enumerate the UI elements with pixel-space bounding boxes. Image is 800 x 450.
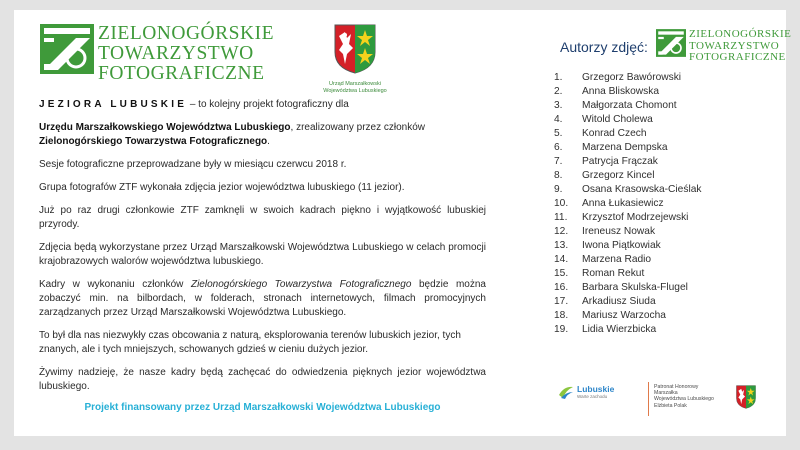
author-item bbox=[554, 197, 701, 211]
author-name: Roman Rekut bbox=[582, 268, 645, 279]
author-name: Anna Bliskowska bbox=[582, 86, 660, 97]
patron-line1: Patronat Honorowy bbox=[654, 384, 699, 390]
author-item bbox=[554, 141, 701, 155]
ztf-logo-small-line2: TOWARZYSTWO bbox=[689, 39, 780, 52]
paragraph-9: Żywimy nadzieję, że nasze kadry będą zachęcać do odwiedzenia pięknych jezior województwa lubuskiego. bbox=[39, 367, 486, 392]
patron-line2: Marszałka bbox=[654, 390, 678, 397]
author-number: 16. bbox=[554, 282, 569, 293]
intro-paragraph bbox=[39, 98, 486, 112]
ztf-logo-small-line1: ZIELONOGÓRSKIE bbox=[689, 28, 792, 40]
patron-line3: Województwa Lubuskiego bbox=[654, 396, 714, 403]
paragraph-8: To był dla nas niezwykły czas obcowania z naturą, eksplorowania terenów lubuskich jezior, tych znanych, ale i tych mniejszych, schowanych gdzieś w cieniu dużych jezior. bbox=[39, 330, 461, 355]
lubuskie-tagline: Warte zachodu bbox=[577, 393, 608, 399]
author-name: Marzena Radio bbox=[582, 254, 652, 265]
patron-line4: Elżbieta Polak bbox=[654, 402, 687, 409]
paragraph-5: Już po raz drugi członkowie ZTF zamknęli w swoich kadrach piękno i wyjątkowość lubuskiej przyrody. bbox=[39, 205, 486, 230]
crest-caption-line1: Urząd Marszałkowski bbox=[329, 81, 381, 87]
author-name: Iwona Piątkowiak bbox=[582, 240, 661, 251]
author-name: Grzegorz Kincel bbox=[582, 170, 655, 181]
author-name: Anna Łukasiewicz bbox=[582, 198, 664, 209]
paragraph-7-italic: Zielonogórskiego Towarzystwa Fotograficznego bbox=[190, 279, 412, 290]
author-number: 2. bbox=[554, 86, 563, 97]
paragraph-2-text: , zrealizowany przez członków bbox=[290, 122, 426, 133]
ztf-logo-small bbox=[656, 29, 791, 64]
ztf-logo-small-line3: FOTOGRAFICZNE bbox=[689, 51, 786, 63]
author-item bbox=[554, 169, 701, 183]
paragraph-2-end: . bbox=[267, 136, 270, 147]
office-name: Urzędu Marszałkowskiego Województwa Lubuskiego bbox=[39, 122, 291, 133]
paragraph-7-end: będzie można zobaczyć min. na bilbordach, w folderach, stronach internetowych, filmach promocyjnych zarządzanych przez Urząd Marszałkowski Województwa Lubuskiego. bbox=[39, 279, 486, 318]
slide bbox=[14, 10, 792, 436]
author-number: 13. bbox=[554, 240, 569, 251]
author-item bbox=[554, 211, 701, 225]
ztf-logo-icon bbox=[40, 24, 94, 74]
author-name: Arkadiusz Siuda bbox=[582, 296, 656, 307]
author-number: 1. bbox=[554, 72, 563, 83]
author-number: 6. bbox=[554, 142, 563, 153]
ztf-logo-small-icon bbox=[656, 29, 686, 57]
author-name: Witold Cholewa bbox=[582, 114, 653, 125]
project-description bbox=[39, 98, 486, 403]
footer-divider bbox=[648, 382, 649, 416]
author-number: 14. bbox=[554, 254, 569, 265]
author-number: 7. bbox=[554, 156, 563, 167]
author-name: Grzegorz Bawórowski bbox=[582, 72, 682, 83]
author-number: 5. bbox=[554, 128, 563, 139]
author-name: Krzysztof Modrzejewski bbox=[582, 212, 689, 223]
author-number: 9. bbox=[554, 184, 563, 195]
authors-title: Autorzy zdjęć: bbox=[560, 39, 648, 55]
author-number: 10. bbox=[554, 198, 569, 209]
lubuskie-name: Lubuskie bbox=[577, 384, 615, 394]
author-number: 15. bbox=[554, 268, 569, 279]
coat-of-arms-icon bbox=[334, 24, 376, 74]
lubuskie-swoosh-icon bbox=[558, 384, 574, 400]
author-number: 4. bbox=[554, 114, 563, 125]
paragraph-2 bbox=[39, 121, 486, 149]
author-item bbox=[554, 99, 701, 113]
ztf-logo-line1: ZIELONOGÓRSKIE bbox=[98, 23, 274, 44]
author-item bbox=[554, 239, 701, 253]
ztf-logo-line3: FOTOGRAFICZNE bbox=[98, 63, 265, 84]
ztf-logo-line2: TOWARZYSTWO bbox=[98, 43, 254, 64]
honorary-patronage bbox=[654, 384, 714, 409]
project-title: JEZIORA LUBUSKIE bbox=[39, 99, 188, 110]
author-name: Lidia Wierzbicka bbox=[582, 324, 657, 335]
authors-list bbox=[554, 71, 701, 337]
paragraph-3: Sesje fotograficzne przeprowadzane były w miesiącu czerwcu 2018 r. bbox=[39, 159, 347, 170]
author-name: Konrad Czech bbox=[582, 128, 647, 139]
author-number: 17. bbox=[554, 296, 569, 307]
author-item bbox=[554, 71, 701, 85]
author-item bbox=[554, 253, 701, 267]
author-item bbox=[554, 295, 701, 309]
author-item bbox=[554, 281, 701, 295]
society-name: Zielonogórskiego Towarzystwa Fotograficznego bbox=[39, 136, 268, 147]
lubuskie-logo bbox=[558, 384, 614, 400]
author-name: Barbara Skulska-Flugel bbox=[582, 282, 688, 293]
author-number: 8. bbox=[554, 170, 563, 181]
author-name: Mariusz Warzocha bbox=[582, 310, 666, 321]
paragraph-4: Grupa fotografów ZTF wykonała zdjęcia jezior województwa lubuskiego (11 jezior). bbox=[39, 182, 405, 193]
paragraph-6: Zdjęcia będą wykorzystane przez Urząd Marszałkowski Województwa Lubuskiego w celach promocji krajobrazowych walorów województwa lubuskiego. bbox=[39, 242, 486, 267]
author-item bbox=[554, 309, 701, 323]
author-item bbox=[554, 127, 701, 141]
intro-text: – to kolejny projekt fotograficzny dla bbox=[187, 99, 349, 110]
crest-caption-line2: Województwa Lubuskiego bbox=[323, 87, 387, 94]
funding-note: Projekt finansowany przez Urząd Marszałkowski Województwa Lubuskiego bbox=[84, 402, 441, 413]
author-name: Marzena Dempska bbox=[582, 142, 668, 153]
author-number: 12. bbox=[554, 226, 569, 237]
paragraph-7 bbox=[39, 278, 486, 320]
author-item bbox=[554, 267, 701, 281]
author-name: Ireneusz Nowak bbox=[582, 226, 656, 237]
author-item bbox=[554, 113, 701, 127]
author-item bbox=[554, 85, 701, 99]
author-item bbox=[554, 323, 701, 337]
author-name: Osana Krasowska-Cieślak bbox=[582, 184, 702, 195]
author-number: 18. bbox=[554, 310, 569, 321]
lubuskie-crest bbox=[316, 24, 394, 94]
paragraph-7-start: Kadry w wykonaniu członków bbox=[39, 279, 191, 290]
author-item bbox=[554, 183, 701, 197]
author-item bbox=[554, 225, 701, 239]
author-name: Małgorzata Chomont bbox=[582, 100, 677, 111]
coat-of-arms-small-icon bbox=[736, 385, 756, 409]
author-number: 11. bbox=[554, 212, 568, 223]
ztf-logo bbox=[40, 24, 274, 84]
author-item bbox=[554, 155, 701, 169]
author-number: 3. bbox=[554, 100, 563, 111]
author-number: 19. bbox=[554, 324, 569, 335]
author-name: Patrycja Frączak bbox=[582, 156, 658, 167]
